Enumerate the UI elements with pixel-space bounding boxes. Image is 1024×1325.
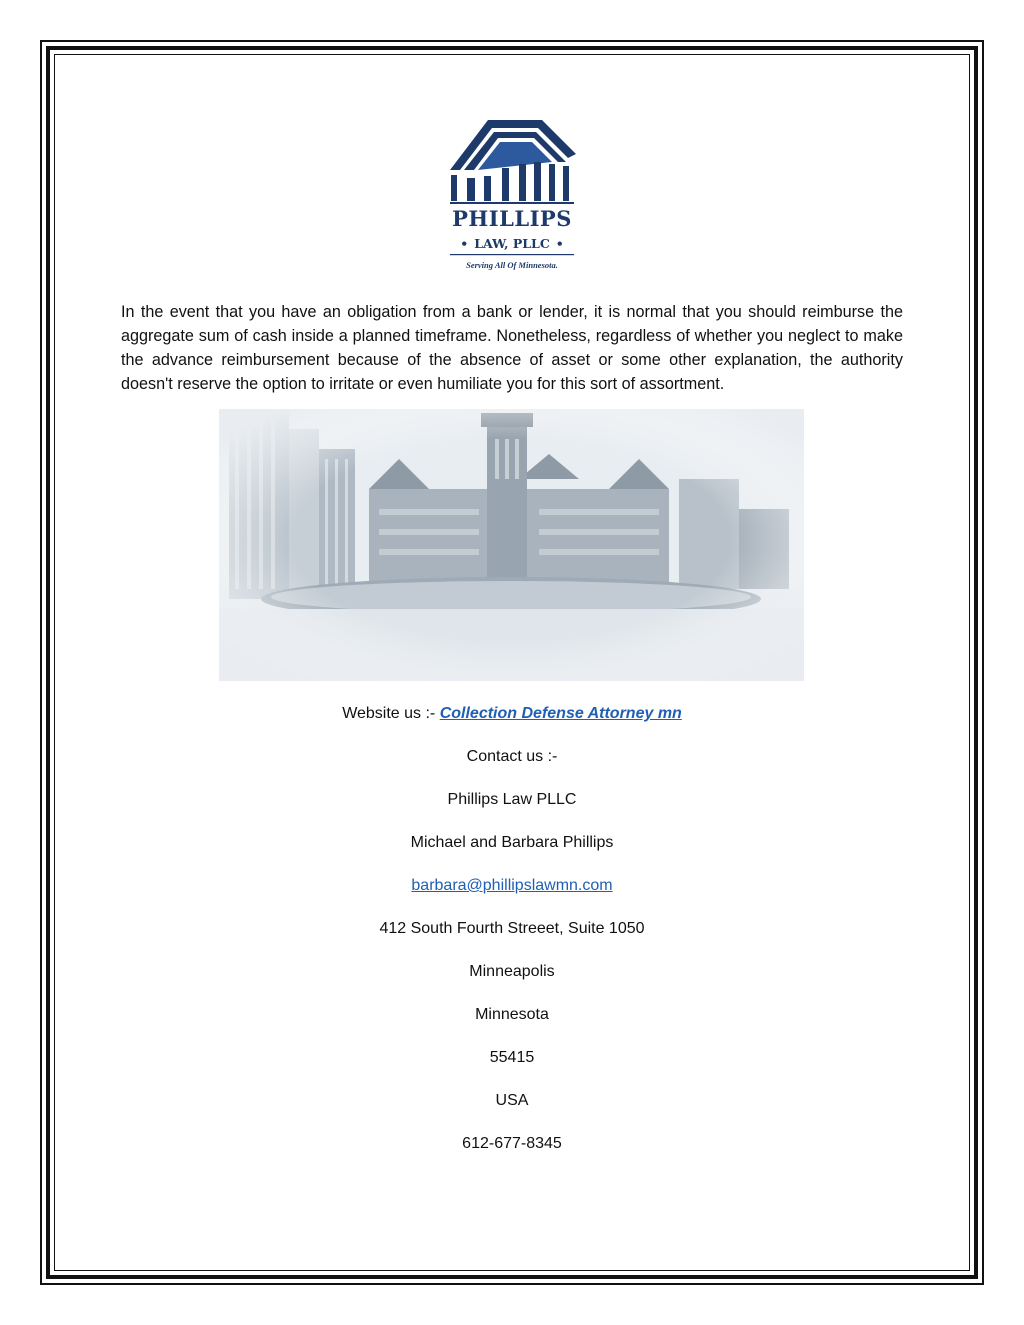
contact-address: 412 South Fourth Streeet, Suite 1050 (379, 920, 645, 937)
contact-label: Contact us :- (466, 748, 558, 765)
contact-email-link[interactable]: barbara@phillipslawmn.com (411, 877, 613, 894)
contact-state: Minnesota (475, 1006, 549, 1023)
brand-tagline: Serving All Of Minnesota. (466, 260, 558, 270)
contact-zip: 55415 (489, 1049, 535, 1066)
website-line (0, 704, 1024, 724)
contact-names: Michael and Barbara Phillips (410, 834, 614, 851)
contact-email-line (0, 876, 1024, 896)
website-link[interactable]: Collection Defense Attorney mn (439, 705, 682, 722)
intro-paragraph: In the event that you have an obligation from a bank or lender, it is normal that you should reimburse the aggregate sum of cash inside a planned timeframe. Nonetheless, regardless of whether you neglect to make the advance reimbursement because of the absence of asset or some other explanation, the authority doesn't reserve the option to irritate or even humiliate you for this sort of assortment. (121, 303, 903, 393)
contact-city: Minneapolis (469, 963, 555, 980)
city-hall-photo (219, 409, 804, 681)
contact-country: USA (495, 1092, 529, 1109)
contact-company: Phillips Law PLLC (447, 791, 577, 808)
contact-phone: 612-677-8345 (462, 1135, 562, 1152)
brand-name: PHILLIPS (452, 206, 572, 231)
brand-subtitle: • LAW, PLLC • (460, 236, 564, 251)
website-label: Website us :- (342, 705, 440, 722)
